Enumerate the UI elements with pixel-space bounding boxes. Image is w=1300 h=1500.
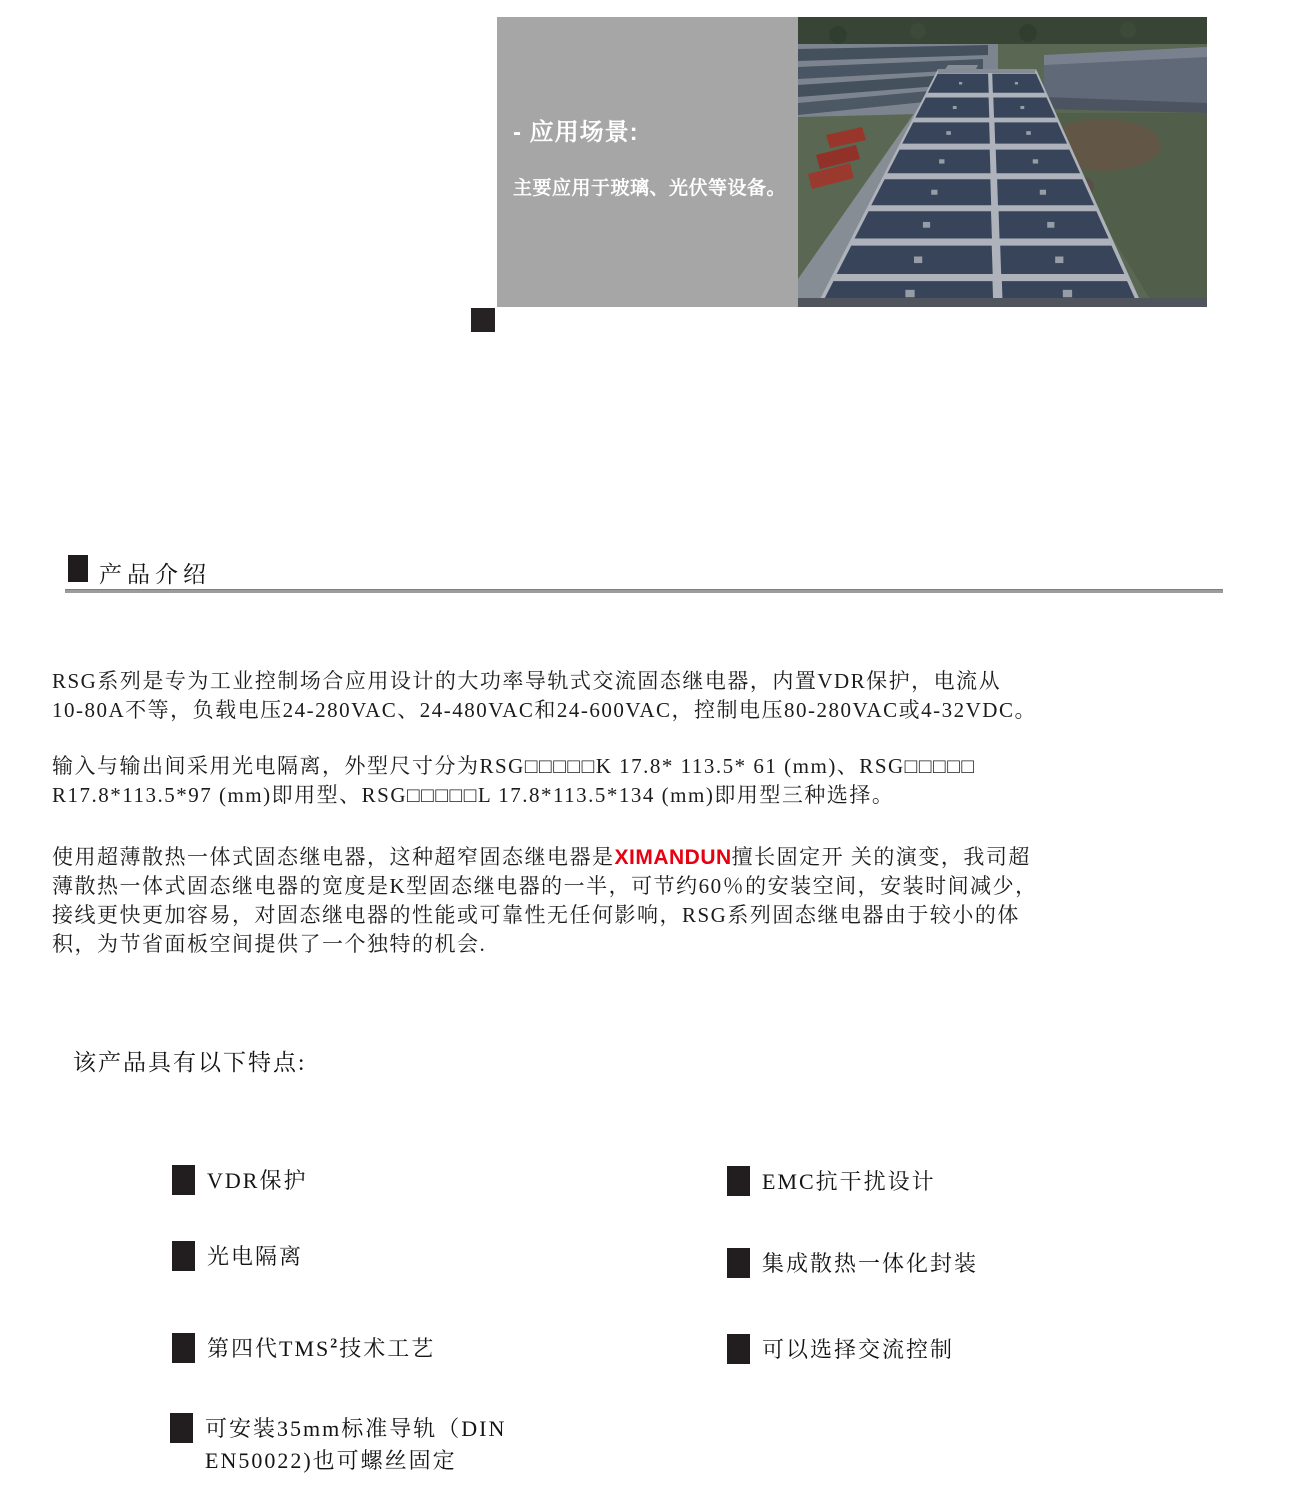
intro-paragraph-3 [52, 843, 1192, 959]
brand-name: XIMANDUN [614, 846, 732, 869]
paragraph-line: 薄散热一体式固态继电器的宽度是K型固态继电器的一半，可节约60％的安装空间，安装时间减少， [52, 874, 1038, 898]
paragraph-line: 使用超薄散热一体式固态继电器，这种超窄固态继电器是XIMANDUN擅长固定开 关的演变，我司超 [52, 845, 1031, 869]
paragraph-line: R17.8*113.5*97 (mm)即用型、RSG□□□□□L 17.8*113.5*134 (mm)即用型三种选择。 [52, 783, 895, 807]
application-scenario-panel [497, 17, 798, 307]
section-bullet-square [68, 555, 88, 582]
feature-ac-control-option: 可以选择交流控制 [727, 1334, 954, 1366]
section-divider [65, 589, 1223, 593]
paragraph-line: 积，为节省面板空间提供了一个独特的机会. [52, 932, 487, 956]
feature-bullet-square [727, 1166, 750, 1196]
feature-din-rail-mount: 可安装35mm标准导轨（DIN EN50022)也可螺丝固定 [170, 1413, 506, 1477]
section-title: 产品介绍 [99, 562, 211, 587]
intro-paragraph-1 [52, 667, 1192, 725]
paragraph-line: RSG系列是专为工业控制场合应用设计的大功率导轨式交流固态继电器，内置VDR保护，电流从 [52, 669, 1002, 693]
paragraph-line: 10-80A不等，负载电压24-280VAC、24-480VAC和24-600VAC，控制电压80-280VAC或4-32VDC。 [52, 698, 1037, 722]
feature-bullet-square [172, 1333, 195, 1363]
feature-bullet-square [170, 1413, 193, 1443]
intro-paragraph-2 [52, 752, 1192, 810]
decorative-black-square [471, 308, 495, 332]
superscript-2: 2 [330, 1336, 340, 1352]
feature-optical-isolation: 光电隔离 [172, 1241, 303, 1273]
feature-integrated-heatsink: 集成散热一体化封装 [727, 1248, 978, 1280]
feature-tms2-process: 第四代TMS$^2$技术工艺 [172, 1333, 435, 1365]
paragraph-line: 输入与输出间采用光电隔离，外型尺寸分为RSG□□□□□K 17.8* 113.5* 61 (mm)、RSG□□□□□ [52, 754, 976, 778]
feature-bullet-square [727, 1248, 750, 1278]
application-scenario-description: 主要应用于玻璃、光伏等设备。 [513, 178, 787, 199]
application-scenario-title: - 应用场景: [513, 119, 639, 146]
feature-bullet-square [172, 1165, 195, 1195]
feature-emc-design: EMC抗干扰设计 [727, 1166, 936, 1198]
feature-bullet-square [727, 1334, 750, 1364]
solar-rooftop-photo [798, 17, 1207, 307]
feature-bullet-square [172, 1241, 195, 1271]
paragraph-line: 接线更快更加容易，对固态继电器的性能或可靠性无任何影响，RSG系列固态继电器由于较小的体 [52, 903, 1020, 927]
feature-vdr-protection: VDR保护 [172, 1165, 307, 1197]
features-heading: 该产品具有以下特点: [73, 1050, 307, 1075]
